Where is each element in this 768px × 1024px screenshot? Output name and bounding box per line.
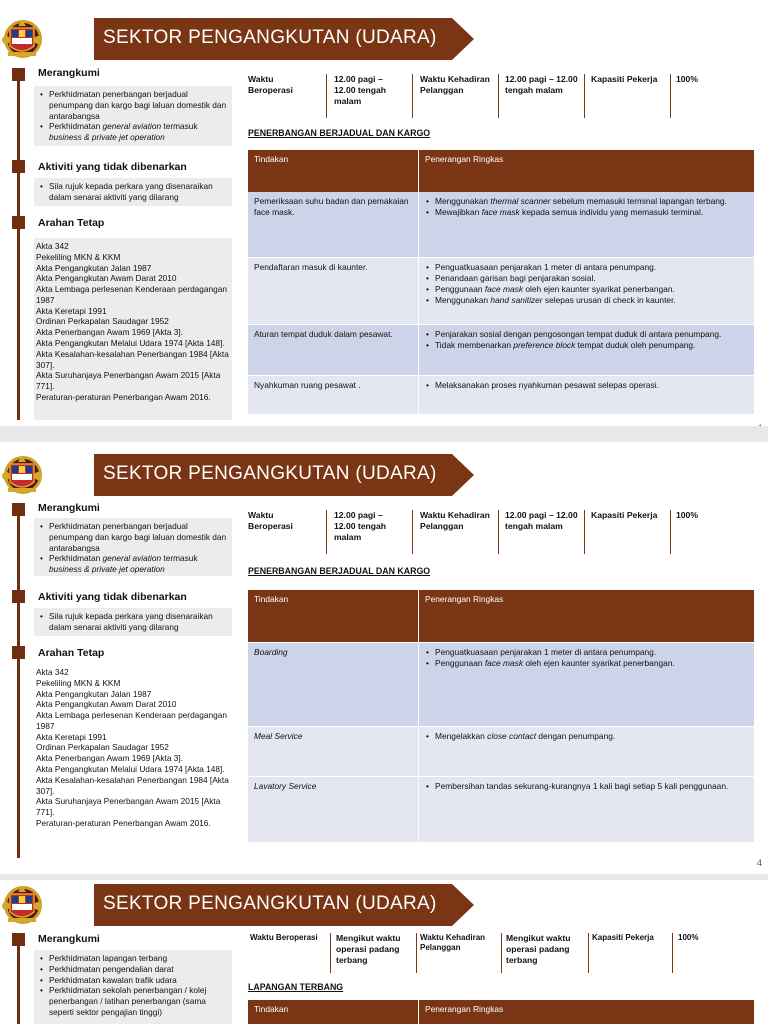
table-title: PENERBANGAN BERJADUAL DAN KARGO — [248, 566, 431, 576]
col-header-tindakan: Tindakan — [248, 590, 418, 642]
table-cell — [419, 258, 754, 324]
arahan-item: Akta Pengangkutan Jalan 1987 — [36, 262, 152, 273]
kapasiti-label: Kapasiti Pekerja — [591, 510, 658, 520]
info-divider — [326, 510, 327, 554]
table-cell — [419, 727, 754, 776]
table-cell: Nyahkuman ruang pesawat . — [248, 376, 418, 414]
banner-title: SEKTOR PENGANGKUTAN (UDARA) — [103, 463, 437, 484]
info-divider — [588, 933, 589, 973]
info-divider — [672, 933, 673, 973]
coat-of-arms-logo — [0, 18, 44, 60]
waktu-kehadiran-label: Waktu Kehadiran Pelanggan — [420, 933, 486, 953]
arahan-item: Peraturan-peraturan Penerbangan Awam 2016. — [36, 817, 211, 828]
col-header-tindakan: Tindakan — [248, 1000, 418, 1024]
penerangan-item: • Penjarakan sosial dengan pengosongan tempat duduk di antara penumpang. — [425, 329, 748, 340]
penerangan-item: • Pembersihan tandas sekurang-kurangnya 1 kali bagi setiap 5 kali penggunaan. — [425, 781, 748, 792]
info-divider — [584, 510, 585, 554]
arahan-item: Akta Pengangkutan Melalui Udara 1974 [Akta 148]. — [36, 764, 225, 775]
arahan-list — [34, 664, 232, 844]
arahan-item: Akta 342 — [36, 667, 69, 677]
tindakan-table — [248, 1000, 754, 1024]
info-divider — [498, 74, 499, 118]
arahan-item: Akta Lembaga perlesenan Kenderaan perdagangan 1987 — [36, 710, 227, 731]
waktu-operasi-label: Waktu Beroperasi — [250, 933, 318, 942]
arahan-item: Ordinan Perkapalan Saudagar 1952 — [36, 742, 169, 753]
coat-of-arms-logo — [0, 454, 44, 496]
waktu-kehadiran-label: Waktu Kehadiran Pelanggan — [420, 74, 490, 96]
title-banner — [0, 884, 474, 926]
merangkumi-item: • Perkhidmatan lapangan terbang — [38, 953, 228, 964]
tindakan-table — [248, 150, 754, 414]
info-row — [246, 74, 736, 118]
merangkumi-box — [34, 518, 232, 576]
waktu-operasi-value: 12.00 pagi – 12.00 tengah malam — [334, 74, 387, 107]
info-divider — [501, 933, 502, 973]
arahan-item: Akta Pengangkutan Awam Darat 2010 — [36, 273, 177, 284]
merangkumi-item: • Perkhidmatan penerbangan berjadual penumpang dan kargo bagi laluan domestik dan antarabangsa — [38, 521, 228, 553]
waktu-operasi-label: Waktu Beroperasi — [248, 510, 293, 532]
table-title: LAPANGAN TERBANG — [248, 982, 344, 992]
info-divider — [412, 74, 413, 118]
arahan-item: Akta Suruhanjaya Penerbangan Awam 2015 [Akta 771]. — [36, 370, 221, 392]
arahan-item: Pekeliling MKN & KKM — [36, 677, 121, 688]
table-cell: Pemeriksaan suhu badan dan pemakaian face mask. — [248, 192, 418, 257]
aktiviti-item: • Sila rujuk kepada perkara yang disenaraikan dalam senarai aktiviti yang dilarang — [38, 611, 228, 633]
waktu-kehadiran-value: 12.00 pagi – 12.00 tengah malam — [505, 74, 578, 96]
merangkumi-box — [34, 86, 232, 146]
slide-separator — [0, 426, 768, 442]
section-marker — [12, 216, 25, 229]
arahan-item: Pekeliling MKN & KKM — [36, 251, 121, 262]
merangkumi-box — [34, 950, 232, 1024]
waktu-kehadiran-label: Waktu Kehadiran Pelanggan — [420, 510, 490, 532]
section-marker — [12, 68, 25, 81]
slide-1 — [0, 0, 768, 420]
timeline-line — [17, 936, 20, 1024]
arahan-item: Akta Pengangkutan Jalan 1987 — [36, 688, 152, 699]
penerangan-item: • Menggunakan hand sanitizer selepas urusan di check in kaunter. — [425, 295, 748, 306]
penerangan-item: • Penggunaan face mask oleh ejen kaunter syarikat penerbangan. — [425, 658, 748, 669]
table-title: PENERBANGAN BERJADUAL DAN KARGO — [248, 128, 431, 138]
section-marker — [12, 646, 25, 659]
penerangan-item: • Penandaan garisan bagi penjarakan sosial. — [425, 273, 748, 284]
col-header-tindakan: Tindakan — [248, 150, 418, 192]
info-divider — [330, 933, 331, 973]
arahan-item: Akta Pengangkutan Melalui Udara 1974 [Akta 148]. — [36, 338, 225, 349]
table-cell — [419, 643, 754, 726]
waktu-kehadiran-value: 12.00 pagi – 12.00 tengah malam — [505, 510, 578, 532]
merangkumi-item: • Perkhidmatan penerbangan berjadual penumpang dan kargo bagi laluan domestik dan antarabangsa — [38, 89, 228, 121]
table-cell — [419, 777, 754, 842]
kapasiti-value: 100% — [676, 510, 698, 520]
table-cell: Boarding — [248, 643, 418, 726]
table-cell: Pendaftaran masuk di kaunter. — [248, 258, 418, 324]
merangkumi-heading: Merangkumi — [38, 933, 100, 945]
section-marker — [12, 590, 25, 603]
penerangan-item: • Menggunakan thermal scanner sebelum memasuki terminal lapangan terbang. — [425, 196, 748, 207]
col-header-penerangan: Penerangan Ringkas — [419, 1000, 754, 1024]
arahan-item: Akta Lembaga perlesenan Kenderaan perdagangan 1987 — [36, 284, 227, 305]
penerangan-item: • Penguatkuasaan penjarakan 1 meter di antara penumpang. — [425, 647, 748, 658]
arahan-list — [34, 238, 232, 420]
col-header-penerangan: Penerangan Ringkas — [419, 150, 754, 192]
penerangan-item: • Penggunaan face mask oleh ejen kaunter syarikat penerbangan. — [425, 284, 748, 295]
merangkumi-heading: Merangkumi — [38, 67, 100, 79]
info-divider — [326, 74, 327, 118]
title-banner — [0, 454, 474, 496]
info-row — [246, 933, 736, 973]
arahan-item: Akta Kesalahan-kesalahan Penerbangan 1984 [Akta 307]. — [36, 348, 229, 370]
merangkumi-item: • Perkhidmatan general aviation termasuk business & private jet operation — [38, 121, 228, 143]
col-header-penerangan: Penerangan Ringkas — [419, 590, 754, 642]
kapasiti-value: 100% — [678, 933, 699, 942]
page-number: 4 — [756, 858, 762, 868]
section-marker — [12, 503, 25, 516]
waktu-operasi-label: Waktu Beroperasi — [248, 74, 293, 96]
arahan-item: Akta Kesalahan-kesalahan Penerbangan 1984 [Akta 307]. — [36, 774, 229, 796]
tindakan-table — [248, 590, 754, 842]
arahan-item: Akta Keretapi 1991 — [36, 305, 107, 316]
arahan-item: Akta Penerbangan Awam 1969 [Akta 3]. — [36, 753, 183, 764]
table-cell: Meal Service — [248, 727, 418, 776]
aktiviti-box — [34, 178, 232, 206]
aktiviti-box — [34, 608, 232, 636]
arahan-item: Akta Suruhanjaya Penerbangan Awam 2015 [Akta 771]. — [36, 796, 221, 818]
penerangan-item: • Mewajibkan face mask kepada semua individu yang memasuki terminal. — [425, 207, 748, 218]
aktiviti-heading: Aktiviti yang tidak dibenarkan — [38, 591, 187, 603]
waktu-kehadiran-value: Mengikut waktu operasi padang terbang — [506, 933, 571, 966]
slide-2 — [0, 442, 768, 874]
kapasiti-label: Kapasiti Pekerja — [591, 74, 658, 84]
timeline-line — [17, 70, 20, 420]
info-divider — [670, 74, 671, 118]
penerangan-item: • Penguatkuasaan penjarakan 1 meter di antara penumpang. — [425, 262, 748, 273]
arahan-item: Akta 342 — [36, 241, 69, 251]
table-cell — [419, 376, 754, 414]
table-cell: Aturan tempat duduk dalam pesawat. — [248, 325, 418, 375]
penerangan-item: • Melaksanakan proses nyahkuman pesawat selepas operasi. — [425, 380, 748, 391]
merangkumi-item: • Perkhidmatan sekolah penerbangan / kolej penerbangan / latihan penerbangan (sama seperti sektor pengajian tinggi) — [38, 985, 228, 1017]
info-divider — [670, 510, 671, 554]
info-divider — [498, 510, 499, 554]
table-cell: Lavatory Service — [248, 777, 418, 842]
banner-title: SEKTOR PENGANGKUTAN (UDARA) — [103, 27, 437, 48]
arahan-item: Akta Pengangkutan Awam Darat 2010 — [36, 699, 177, 710]
info-divider — [416, 933, 417, 973]
kapasiti-value: 100% — [676, 74, 698, 84]
slide-3 — [0, 880, 768, 1024]
kapasiti-label: Kapasiti Pekerja — [592, 933, 654, 942]
banner-title: SEKTOR PENGANGKUTAN (UDARA) — [103, 893, 437, 914]
info-divider — [584, 74, 585, 118]
merangkumi-item: • Perkhidmatan general aviation termasuk business & private jet operation — [38, 553, 228, 575]
title-banner — [0, 18, 474, 60]
arahan-item: Peraturan-peraturan Penerbangan Awam 2016. — [36, 391, 211, 402]
waktu-operasi-value: Mengikut waktu operasi padang terbang — [336, 933, 401, 966]
arahan-item: Akta Keretapi 1991 — [36, 731, 107, 742]
timeline-line — [17, 506, 20, 858]
arahan-item: Akta Penerbangan Awam 1969 [Akta 3]. — [36, 327, 183, 338]
merangkumi-heading: Merangkumi — [38, 502, 100, 514]
arahan-item: Ordinan Perkapalan Saudagar 1952 — [36, 316, 169, 327]
table-cell — [419, 325, 754, 375]
penerangan-item: • Tidak membenarkan preference block tempat duduk oleh penumpang. — [425, 340, 748, 351]
arahan-heading: Arahan Tetap — [38, 647, 105, 659]
aktiviti-heading: Aktiviti yang tidak dibenarkan — [38, 161, 187, 173]
section-marker — [12, 160, 25, 173]
info-divider — [412, 510, 413, 554]
merangkumi-item: • Perkhidmatan kawalan trafik udara — [38, 975, 228, 986]
penerangan-item: • Mengelakkan close contact dengan penumpang. — [425, 731, 748, 742]
merangkumi-item: • Perkhidmatan pengendalian darat — [38, 964, 228, 975]
waktu-operasi-value: 12.00 pagi – 12.00 tengah malam — [334, 510, 387, 543]
arahan-heading: Arahan Tetap — [38, 217, 105, 229]
section-marker — [12, 933, 25, 946]
coat-of-arms-logo — [0, 884, 44, 926]
table-cell — [419, 192, 754, 257]
aktiviti-item: • Sila rujuk kepada perkara yang disenaraikan dalam senarai aktiviti yang dilarang — [38, 181, 228, 203]
info-row — [246, 510, 736, 554]
